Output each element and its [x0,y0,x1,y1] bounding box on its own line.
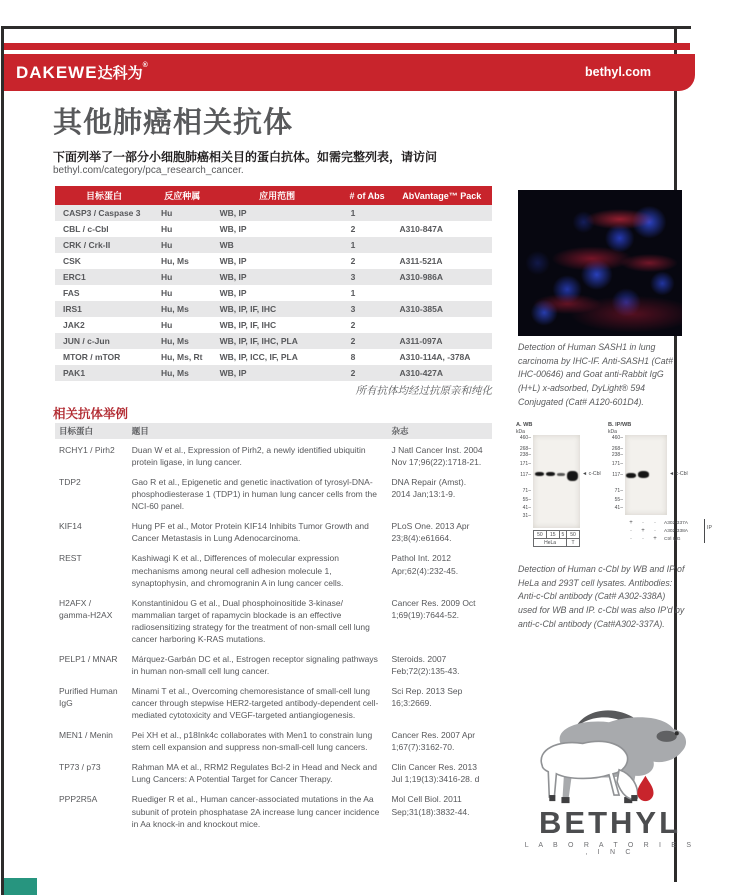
ladder-mark: 55 – [608,497,623,503]
bethyl-site-link[interactable]: bethyl.com [585,65,651,79]
protein-cell: JAK2 [63,320,85,330]
protein-cell: CASP3 / Caspase 3 [55,205,153,221]
species-cell: Hu, Ms [153,365,212,381]
pack-cell: A310-427A [392,365,492,381]
table-row [55,237,492,253]
wb-caption: Detection of Human c-Cbl by WB and IP of HeLa and 293T cell lysates. Antibodies: Anti-c-Cbl antibody (Cat# A302-338A) used for WB and IP. c-Cbl was also IP'd by anti-c-Cbl antibody (Cat#A302-337A). [518,564,685,629]
lane-load: 50 [567,531,580,539]
journal-cell: Pathol Int. 2012 Apr;62(4):232-45. [391,553,459,576]
header-bar [4,54,695,91]
abs-cell: 2 [350,224,356,234]
abs-cell: 3 [343,269,392,285]
protein-cell: PPP2R5A [59,794,98,805]
species-cell: Hu [160,224,173,234]
protein-band [557,473,565,476]
protein-cell: TDP2 [59,477,81,488]
protein-cell: KIF14 [59,521,82,532]
ip-mark: + [653,536,657,542]
apps-cell: WB, IP, IF, IHC [212,301,343,317]
examples-table-header [55,423,492,439]
ladder-mark: 41 – [608,505,623,511]
droplet-icon [637,776,653,801]
col-target-protein: 目标蛋白 [55,186,153,205]
ip-mark: · [642,520,644,526]
band-name: c-Cbl [675,471,688,477]
lane-load: 50 [534,531,547,539]
protein-cell: ERC1 [55,269,153,285]
table-row [55,285,492,301]
ip-antibody-label: A302-337A [664,520,689,526]
ip-tag: IP [707,525,712,531]
abs-cell: 8 [350,352,356,362]
title-cell: Kashiwagi K et al., Differences of molecular expression mechanisms among neural cell adhesion molecule 1, synaptophysin, and chromogranin A in lung cancer cells. [131,553,344,588]
ladder-mark: 31 – [516,513,531,519]
ip-mark: + [629,520,633,526]
table-row [55,205,492,221]
purification-note: 所有抗体均经过抗原亲和纯化 [355,385,492,397]
list-item [55,547,492,591]
col-abvantage-pack: AbVantage™ Pack [392,186,492,205]
journal-cell: PLoS One. 2013 Apr 23;8(4):e61664. [391,521,470,544]
table-row [55,253,492,269]
ihc-fluorescence-image [518,190,682,336]
apps-cell: WB, IP, ICC, IF, PLA [219,352,298,362]
ladder-mark: 171 – [608,461,623,467]
list-item [55,471,492,515]
title-cell: Duan W et al., Expression of Pirh2, a newly identified ubiquitin protein ligase, in lung cancer. [131,445,366,468]
protein-cell: REST [59,553,82,564]
list-item [55,592,492,648]
journal-cell: Cancer Res. 2007 Apr 1;67(7):3162-70. [391,730,476,753]
apps-cell: WB [212,237,343,253]
table-row [55,317,492,333]
col-protein: 目标蛋白 [55,423,128,439]
pack-cell [392,237,492,253]
table-row [55,221,492,237]
band-name: c-Cbl [588,471,601,477]
ip-antibody-label: Ctrl IgG [664,536,681,542]
title-cell: Márquez-Garbán DC et al., Estrogen receptor signaling pathways in human non-small cell lung cancer. [131,653,378,676]
col-num-abs: # of Abs [343,186,392,205]
kda-ladder [608,435,623,511]
journal-cell: Mol Cell Biol. 2011 Sep;31(18):3832-44. [391,794,470,817]
apps-cell: WB, IP [212,205,343,221]
journal-cell: J Natl Cancer Inst. 2004 Nov 17;96(22):1718-21. [391,445,483,468]
col-applications: 应用范围 [212,186,343,205]
panel-a-label: A. WB [516,422,533,428]
kda-ladder [516,435,531,519]
title-cell: Minami T et al., Overcoming chemoresistance of small-cell lung cancer through stepwise HER2-targeted antibody-dependent cell-mediated cytotoxicity and VEGF-targeted antiangiogenesis. [131,686,379,721]
apps-cell: WB, IP [212,365,343,381]
page-border-top [1,26,691,29]
abs-cell: 2 [343,365,392,381]
title-cell: Gao R et al., Epigenetic and genetic inactivation of tyrosyl-DNA-phosphodiesterase 1 (TDP1) in human lung cancer cells from the NCI-60 panel. [131,477,377,512]
species-cell: Hu, Ms, Rt [160,352,203,362]
pack-cell: A311-521A [399,256,443,266]
ip-mark: · [642,536,644,542]
list-item [55,439,492,471]
pack-cell [392,205,492,221]
kda-label: kDa [516,429,525,435]
abs-cell: 1 [343,237,392,253]
species-cell: Hu [153,205,212,221]
pack-cell: A310-847A [399,224,444,234]
protein-band [567,471,578,481]
bethyl-wordmark: BETHYL [539,805,681,840]
intro-text: 下面列举了一部分小细胞肺癌相关目的蛋白抗体。如需完整列表，请访问 [53,150,438,164]
bethyl-logo [524,690,696,856]
ladder-mark: 268 – [516,446,531,452]
lane-load: 15 [546,531,559,539]
table-row [55,333,492,349]
ladder-mark: 268 – [608,446,623,452]
table-row [55,269,492,285]
abs-cell: 2 [343,333,392,349]
abs-cell: 3 [343,301,392,317]
western-blot-figure [516,422,726,557]
apps-cell: WB, IP [219,224,247,234]
page-border-left [1,26,4,895]
lane-load: 5 [559,531,566,539]
col-journal: 杂志 [387,423,492,439]
protein-cell: CBL / c-Cbl [63,224,109,234]
goat-logo-icon [524,690,696,808]
pack-cell [392,285,492,301]
blot-membrane-b [625,435,667,515]
bethyl-subtitle: L A B O R A T O R I E S , I N C [524,842,696,856]
dakewe-logo-en: DAKEWE [16,63,98,82]
ladder-mark: 460 – [516,435,531,441]
species-cell: Hu [160,288,173,298]
antibody-table-header [55,186,492,205]
ladder-mark: 117 – [608,472,623,478]
ip-mark: · [654,528,656,534]
ip-mark: · [654,520,656,526]
protein-band [626,473,636,478]
species-cell: Hu [160,320,173,330]
journal-cell: DNA Repair (Amst). 2014 Jan;13:1-9. [391,477,467,500]
protein-cell: PELP1 / MNAR [59,653,118,664]
lane-group: T [567,539,580,547]
ip-antibody-label: A302-338A [664,528,689,534]
ihc-caption: Detection of Human SASH1 in lung carcinoma by IHC-IF. Anti-SASH1 (Cat# IHC-00646) and Goat anti-Rabbit IgG (H+L) x-adsorbed, DyLight® 594 Conjugated (Cat# A120-601D4). [518,342,673,407]
journal-cell: Steroids. 2007 Feb;72(2):135-43. [391,653,460,676]
ladder-mark: 460 – [608,435,623,441]
species-cell: Hu, Ms [153,333,212,349]
protein-band [535,472,544,476]
page-title: 其他肺癌相关抗体 [53,107,294,139]
lane-load-table [533,530,580,547]
ip-mark: + [641,528,645,534]
title-cell: Rahman MA et al., RRM2 Regulates Bcl-2 in Head and Neck and Lung Cancers: A Potential Target for Cancer Therapy. [131,762,377,785]
species-cell: Hu, Ms [153,301,212,317]
protein-cell: Purified Human IgG [59,686,118,709]
intro-url[interactable]: bethyl.com/category/pca_research_cancer. [53,165,244,176]
panel-b-label: B. IP/WB [608,422,632,428]
col-species: 反应种属 [153,186,212,205]
title-cell: Pei XH et al., p18Ink4c collaborates with Men1 to constrain lung stem cell expansion and suppress non-small-cell lung cancers. [131,730,373,753]
ladder-mark: 238 – [516,452,531,458]
header-accent-bar [4,43,690,50]
protein-cell: RCHY1 / Pirh2 [59,445,115,455]
protein-band [638,471,649,478]
abs-cell: 2 [350,256,356,266]
pack-cell [392,317,492,333]
ladder-mark: 117 – [516,472,531,478]
journal-cell: Sci Rep. 2013 Sep 16;3:2669. [391,686,463,709]
pack-cell: A310-986A [392,269,492,285]
apps-cell: WB, IP, IF, IHC [219,320,277,330]
journal-cell: Cancer Res. 2009 Oct 1;69(19):7644-52. [391,597,476,620]
lane-group: HeLa [534,539,567,547]
dakewe-logo [16,62,149,83]
species-cell: Hu [153,269,212,285]
arrow-icon: ◄ [669,471,675,477]
apps-cell: WB, IP [219,288,247,298]
title-cell: Konstantinidou G et al., Dual phosphoinositide 3-kinase/ mammalian target of rapamycin blockade is an effective radiosensitizing strategy for the treatment of non-small cell lung cancer harboring K-RAS mutations. [131,597,370,644]
pack-cell: A311-097A [392,333,492,349]
protein-cell: MEN1 / Menin [59,730,113,741]
ladder-mark: 171 – [516,461,531,467]
protein-cell: CRK / Crk-II [55,237,153,253]
protein-cell: MTOR / mTOR [63,352,121,362]
ladder-mark: 55 – [516,497,531,503]
dakewe-logo-cn: 达科为 [97,65,143,82]
antibody-table [55,186,492,381]
band-pointer-b [669,471,688,477]
title-cell: Ruediger R et al., Human cancer-associated mutations in the Aa subunit of protein phosphatase 2A increase lung cancer incidence in Aa knock-in and knockout mice. [131,794,380,829]
journal-cell: Clin Cancer Res. 2013 Jul 1;19(13):3416-28. d [391,762,480,785]
species-cell: Hu [153,237,212,253]
protein-band [546,472,555,476]
protein-cell: CSK [63,256,81,266]
species-cell: Hu, Ms [160,256,189,266]
protein-cell: IRS1 [55,301,153,317]
table-row [55,365,492,381]
ip-bracket [704,519,705,543]
list-item [55,515,492,547]
examples-table [55,423,492,833]
abs-cell: 1 [343,205,392,221]
list-item [55,756,492,788]
apps-cell: WB, IP [212,269,343,285]
pack-cell: A310-114A, -378A [399,352,471,362]
blot-membrane-a [533,435,580,528]
protein-cell: H2AFX / gamma-H2AX [59,597,113,620]
protein-cell: TP73 / p73 [59,762,101,773]
ladder-mark: 238 – [608,452,623,458]
list-item [55,648,492,680]
ladder-mark: 71 – [516,488,531,494]
pack-cell: A310-385A [392,301,492,317]
abs-cell: 2 [350,320,356,330]
col-title: 题目 [128,423,388,439]
arrow-icon: ◄ [582,471,588,477]
ip-mark: · [630,536,632,542]
protein-cell: PAK1 [55,365,153,381]
list-item [55,788,492,832]
ladder-mark: 71 – [608,488,623,494]
ladder-mark: 41 – [516,505,531,511]
kda-label: kDa [608,429,617,435]
title-cell: Hung PF et al., Motor Protein KIF14 Inhibits Tumor Growth and Cancer Metastasis in Lung Adenocarcinoma. [131,521,369,544]
band-pointer-a [582,471,601,477]
list-item [55,680,492,724]
apps-cell: WB, IP, IF, IHC, PLA [212,333,343,349]
table-row [55,349,492,365]
ip-mark: · [630,528,632,534]
protein-cell: FAS [63,288,80,298]
abs-cell: 1 [350,288,356,298]
examples-heading: 相关抗体举例 [53,407,129,421]
list-item [55,724,492,756]
protein-cell: JUN / c-Jun [55,333,153,349]
footer-tab [4,878,37,895]
apps-cell: WB, IP [219,256,247,266]
registered-mark: ® [142,62,149,69]
table-row [55,301,492,317]
